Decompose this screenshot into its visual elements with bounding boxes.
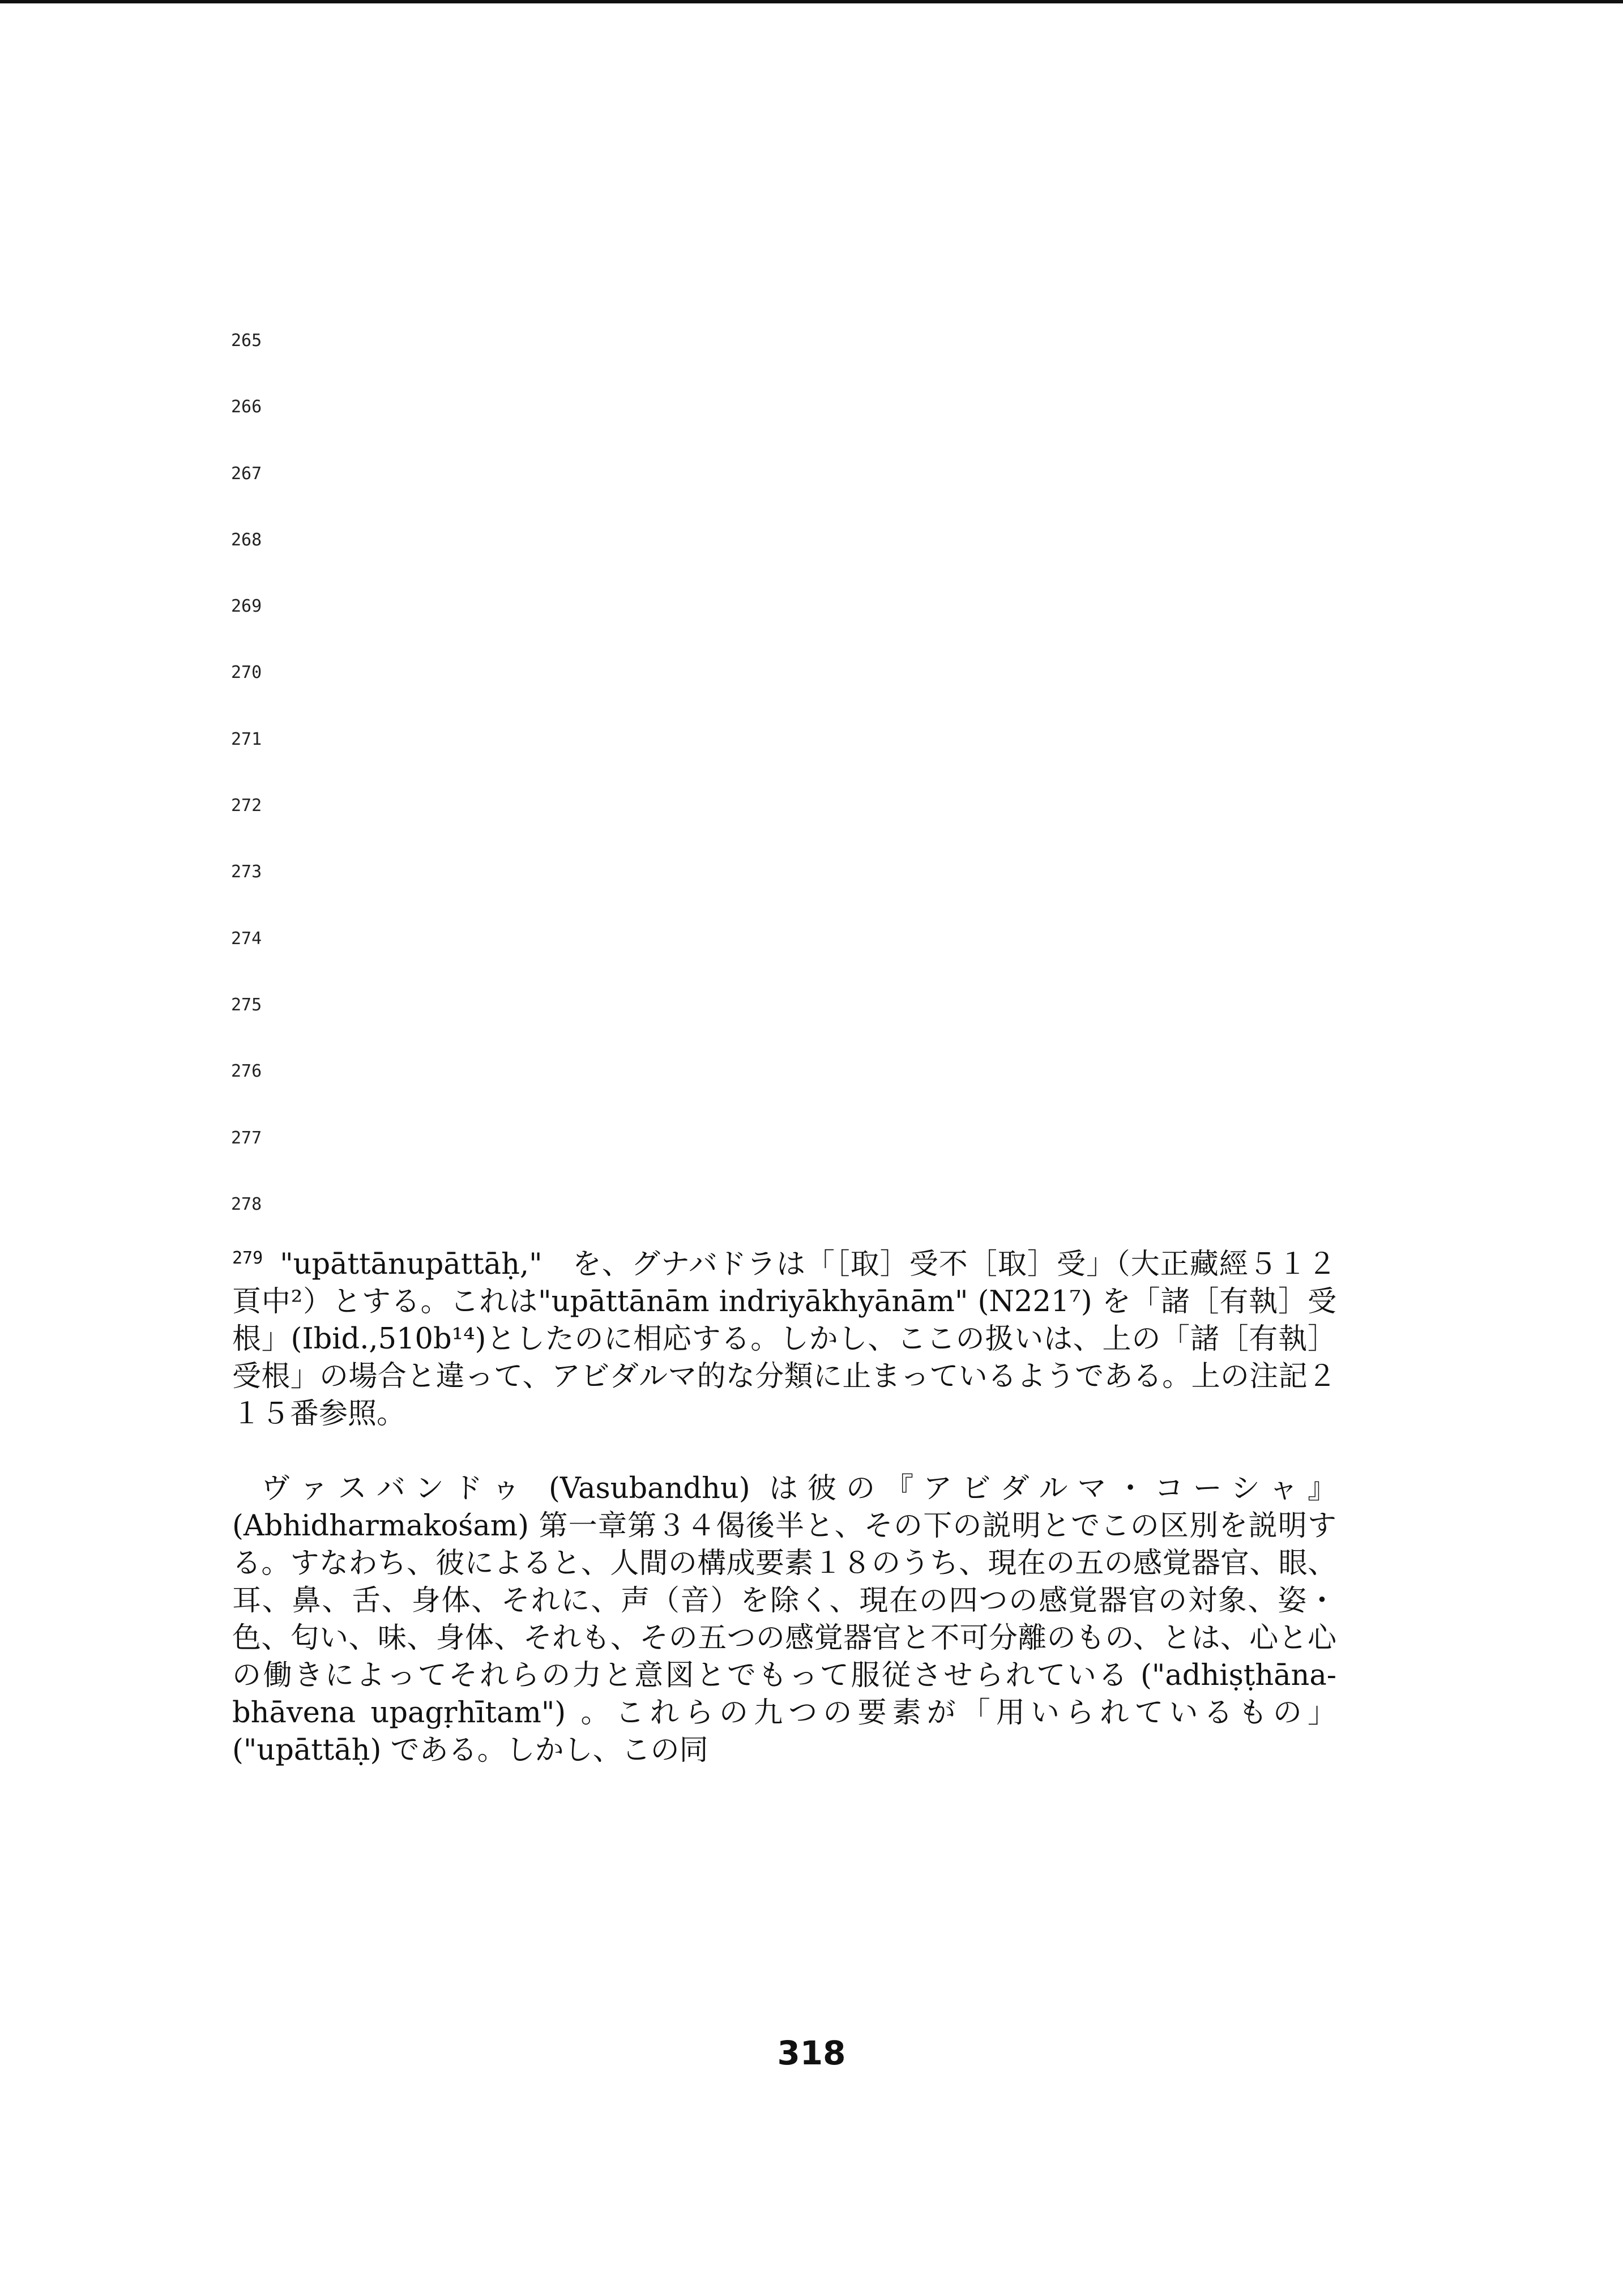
- line-number: 265: [231, 331, 262, 351]
- line-number-column: [231, 330, 299, 1260]
- footnote-text: "upāttānupāttāḥ," を、グナバドラは「［取］受不［取］受」（大正藏經５１２頁中²）とする。これは"upāttānām indriyākhyānām" (N221⁷) を「諸［有執］受根」(Ibid.,510b¹⁴)としたのに相応する。しかし、ここの扱いは、上の「諸［有執］受根」の場合と違って、アビダルマ的な分類に止まっているようである。上の注記２１５番参照。: [232, 1248, 1336, 1431]
- line-number: 276: [231, 1061, 262, 1082]
- line-number: 273: [231, 862, 262, 882]
- line-number: 266: [231, 397, 262, 417]
- line-number: 275: [231, 995, 262, 1015]
- line-number: 277: [231, 1128, 262, 1148]
- line-number: 271: [231, 729, 262, 749]
- line-number: 268: [231, 530, 262, 550]
- line-number: 267: [231, 463, 262, 484]
- line-number: 278: [231, 1194, 262, 1214]
- footnote-number: 279: [232, 1248, 263, 1268]
- page-number: 318: [777, 2034, 846, 2072]
- line-number: 269: [231, 596, 262, 617]
- top-border-line: [0, 0, 1623, 3]
- line-number: 272: [231, 796, 262, 816]
- line-number: 270: [231, 663, 262, 683]
- body-paragraph: ヴァスバンドゥ (Vasubandhu) は彼の『アビダルマ・コーシャ』(Abhidharmakośam) 第一章第３４偈後半と、その下の説明とでこの区別を説明する。すなわち、彼によると、人間の構成要素１８のうち、現在の五の感覚器官、眼、耳、鼻、舌、身体、それに、声（音）を除く、現在の四つの感覚器官の対象、姿・色、匂い、味、身体、それも、その五つの感覚器官と不可分離のもの、とは、心と心の働きによってそれらの力と意図とでもって服従させられている ("adhiṣṭhāna-bhāvena upagṛhītam") 。これらの九つの要素が「用いられているもの」("upāttāḥ) である。しかし、この同: [232, 1472, 1336, 1767]
- line-number: 274: [231, 928, 262, 949]
- page-body: [232, 1246, 1336, 1769]
- footnote-paragraph: [232, 1246, 1336, 1433]
